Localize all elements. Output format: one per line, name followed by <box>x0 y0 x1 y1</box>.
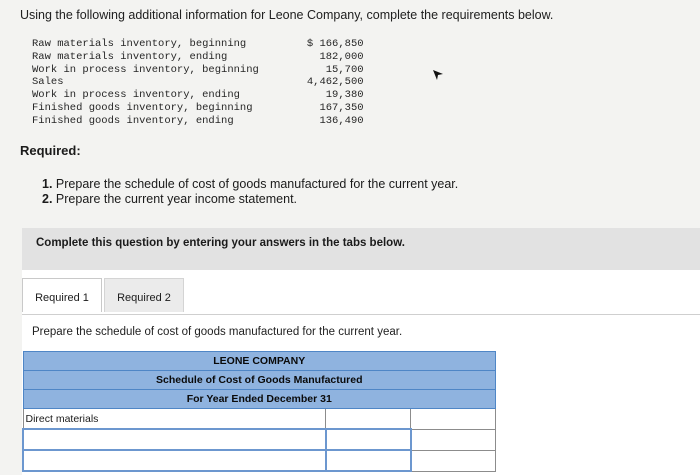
line-item-input[interactable] <box>23 429 326 450</box>
tab-required-1[interactable]: Required 1 <box>22 278 102 312</box>
amount-cell <box>326 409 411 430</box>
tab-bar <box>22 270 700 315</box>
amount-cell <box>411 429 496 450</box>
data-label: Work in process inventory, ending <box>32 89 240 102</box>
data-value: $ 166,850 <box>306 38 364 50</box>
schedule-company: LEONE COMPANY <box>23 352 496 371</box>
amount-input[interactable] <box>326 450 411 471</box>
requirement-number: 1. <box>42 177 53 191</box>
data-value: 136,490 <box>319 114 364 127</box>
data-value: 167,350 <box>319 101 364 114</box>
data-label: Finished goods inventory, ending <box>32 114 234 127</box>
data-value: 15,700 <box>325 63 364 76</box>
tab-prompt: Prepare the schedule of cost of goods manufactured for the current year. <box>32 326 403 338</box>
amount-cell <box>411 409 496 430</box>
requirement-item <box>42 177 458 192</box>
instruction-banner <box>22 228 700 270</box>
data-row <box>32 89 364 102</box>
data-label: Work in process inventory, beginning <box>32 63 259 76</box>
schedule-header-row <box>23 371 496 390</box>
requirement-text: Prepare the current year income statement. <box>55 191 298 206</box>
schedule-header-row <box>23 390 496 409</box>
tab-content <box>22 315 700 475</box>
amount-input[interactable] <box>326 429 411 450</box>
given-data-table <box>32 38 364 128</box>
data-row <box>32 38 364 51</box>
data-value: 182,000 <box>319 50 364 63</box>
data-value: 4,462,500 <box>306 76 364 89</box>
cogm-schedule-table <box>22 351 496 472</box>
requirement-number: 2. <box>42 191 53 206</box>
tab-required-2[interactable]: Required 2 <box>104 278 184 312</box>
schedule-title: Schedule of Cost of Goods Manufactured <box>23 371 496 390</box>
intro-text: Using the following additional information for Leone Company, complete the requirements below. <box>20 8 554 22</box>
data-row <box>32 102 364 115</box>
schedule-row <box>23 450 496 471</box>
schedule-row <box>23 429 496 450</box>
mouse-cursor-icon <box>432 69 444 81</box>
schedule-row <box>23 409 496 430</box>
required-heading: Required: <box>20 143 81 158</box>
data-value: 19,380 <box>325 89 364 102</box>
row-label: Direct materials <box>23 409 326 430</box>
data-label: Raw materials inventory, ending <box>32 50 228 63</box>
amount-cell <box>411 450 496 471</box>
data-row <box>32 115 364 128</box>
requirements-list <box>42 177 458 206</box>
instruction-text: Complete this question by entering your answers in the tabs below. <box>36 237 405 249</box>
data-label: Sales <box>32 76 64 89</box>
requirement-item <box>42 192 458 207</box>
requirement-text: Prepare the schedule of cost of goods manufactured for the current year. <box>55 177 459 191</box>
line-item-input[interactable] <box>23 450 326 471</box>
data-row <box>32 51 364 64</box>
schedule-header-row <box>23 352 496 371</box>
data-row <box>32 64 364 77</box>
data-label: Finished goods inventory, beginning <box>32 101 253 114</box>
data-row <box>32 76 364 89</box>
schedule-period: For Year Ended December 31 <box>23 390 496 409</box>
data-label: Raw materials inventory, beginning <box>32 38 247 50</box>
